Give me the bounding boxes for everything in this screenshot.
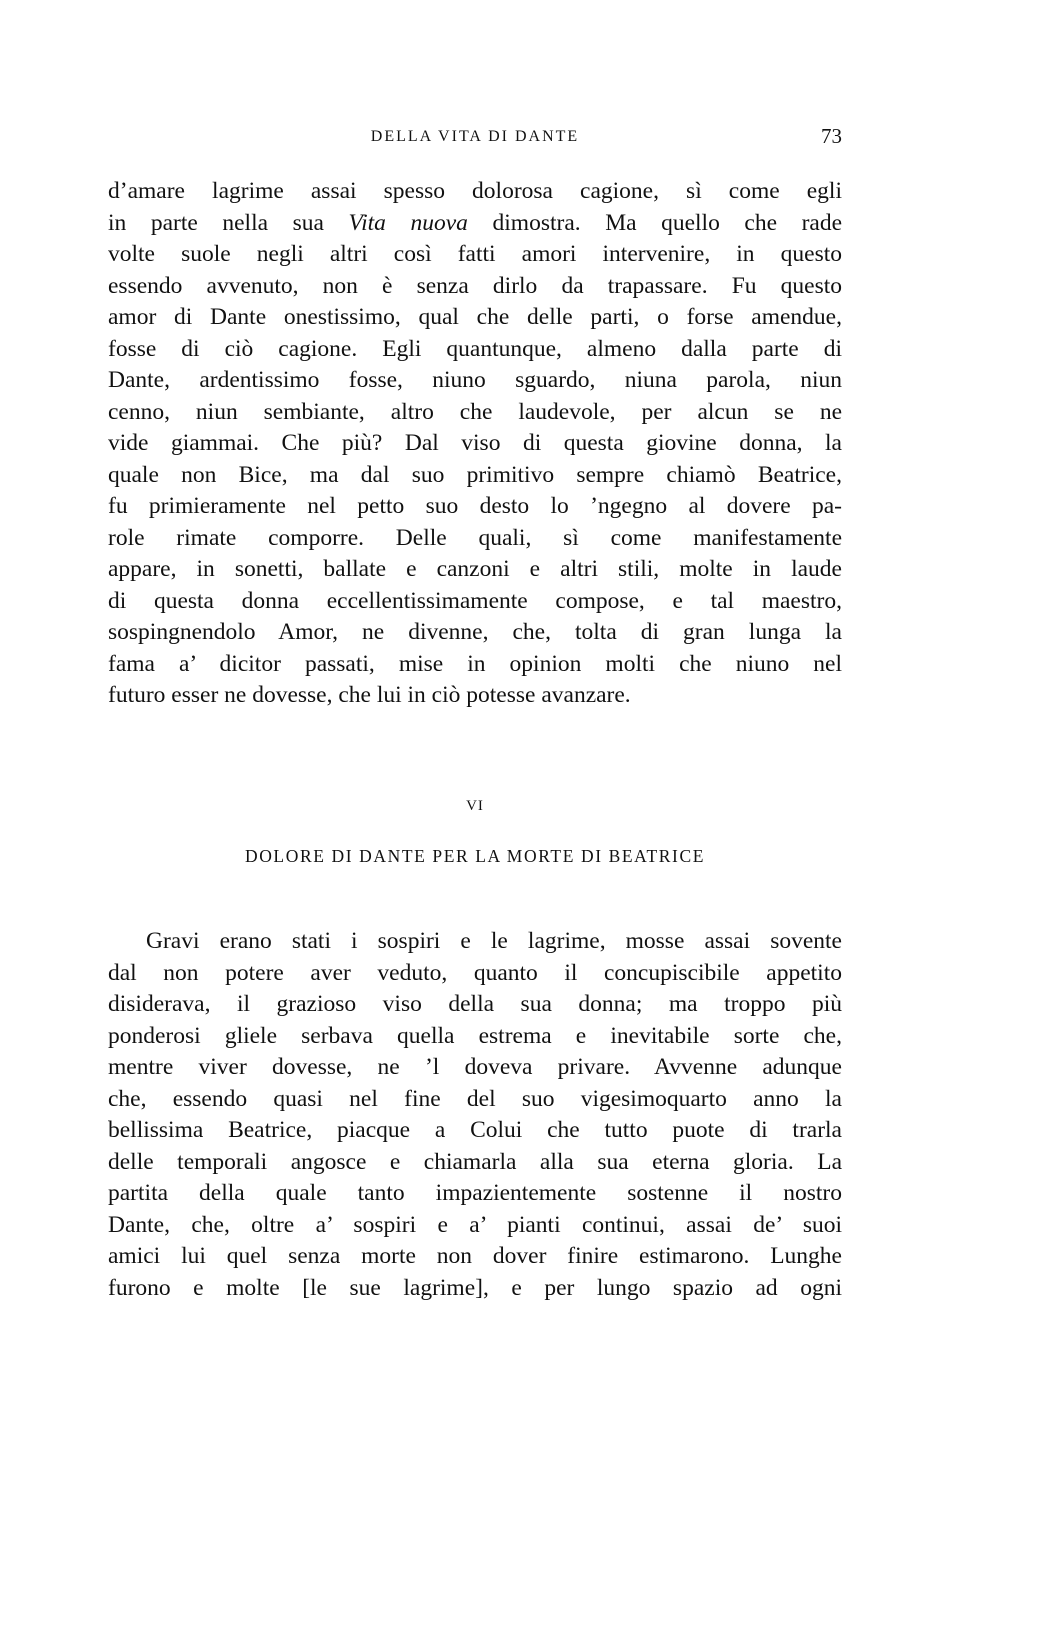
paragraph-chapter-opening [108, 926, 842, 1304]
text-line: fama a’ dicitor passati, mise in opinion molti che niuno nel [108, 650, 842, 677]
text-line: role rimate comporre. Delle quali, sì come manifestamente [108, 524, 842, 551]
text-line: essendo avvenuto, non è senza dirlo da trapassare. Fu questo [108, 272, 842, 299]
running-title: DELLA VITA DI DANTE [370, 128, 580, 145]
text-line: appare, in sonetti, ballate e canzoni e altri stili, molte in laude [108, 556, 842, 582]
text-line: amici lui quel senza morte non dover finire estimarono. Lunghe [108, 1243, 842, 1269]
text-line: bellissima Beatrice, piacque a Colui che tutto puote di trarla [108, 1117, 842, 1143]
text-line: Dante, ardentissimo fosse, niuno sguardo, niuna parola, niun [108, 367, 842, 393]
running-head [108, 124, 842, 152]
paragraph-continued [108, 176, 842, 712]
text-line: Gravi erano stati i sospiri e le lagrime, mosse assai sovente [146, 928, 842, 954]
text-line: che, essendo quasi nel fine del suo vigesimoquarto anno la [108, 1085, 842, 1112]
text-line: vide giammai. Che più? Dal viso di questa giovine donna, la [108, 430, 842, 456]
text-line: ponderosi gliele serbava quella estrema e inevitabile sorte che, [108, 1022, 842, 1049]
text-line: partita della quale tanto impazientemente sostenne il nostro [108, 1180, 842, 1206]
text-line: mentre viver dovesse, ne ’l doveva privare. Avvenne adunque [108, 1054, 842, 1080]
text-fragment: dimostra. Ma quello che rade [492, 209, 843, 236]
text-line: delle temporali angosce e chiamarla alla sua eterna gloria. La [108, 1148, 842, 1175]
text-line: quale non Bice, ma dal suo primitivo sempre chiamò Beatrice, [108, 461, 842, 488]
text-line: volte suole negli altri così fatti amori intervenire, in questo [108, 241, 842, 267]
text-fragment: in parte nella sua [108, 209, 324, 236]
text-line: di questa donna eccellentissimamente compose, e tal maestro, [108, 587, 842, 614]
text-line: d’amare lagrime assai spesso dolorosa cagione, sì come egli [108, 178, 842, 204]
text-line: futuro esser ne dovesse, che lui in ciò potesse avanzare. [108, 682, 631, 708]
text-line: Dante, che, oltre a’ sospiri e a’ pianti continui, assai de’ suoi [108, 1211, 842, 1238]
text-line: fu primieramente nel petto suo desto lo ’ngegno al dovere pa- [108, 493, 842, 519]
text-line: sospingnendolo Amor, ne divenne, che, tolta di gran lunga la [108, 619, 842, 645]
text-line: disiderava, il grazioso viso della sua donna; ma troppo più [108, 991, 842, 1017]
text-line: amor di Dante onestissimo, qual che delle parti, o forse amendue, [108, 304, 842, 330]
chapter-title: DOLORE DI DANTE PER LA MORTE DI BEATRICE [244, 846, 706, 866]
text-line: fosse di ciò cagione. Egli quantunque, almeno dalla parte di [108, 335, 842, 362]
text-line: dal non potere aver veduto, quanto il concupiscibile appetito [108, 959, 842, 986]
book-title-italic: Vita nuova [348, 209, 468, 236]
page-number: 73 [821, 124, 842, 148]
text-line: cenno, niun sembiante, altro che laudevole, per alcun se ne [108, 398, 842, 425]
text-line [108, 208, 842, 240]
chapter-number: VI [466, 798, 484, 814]
text-line: furono e molte [le sue lagrime], e per lungo spazio ad ogni [108, 1274, 842, 1301]
